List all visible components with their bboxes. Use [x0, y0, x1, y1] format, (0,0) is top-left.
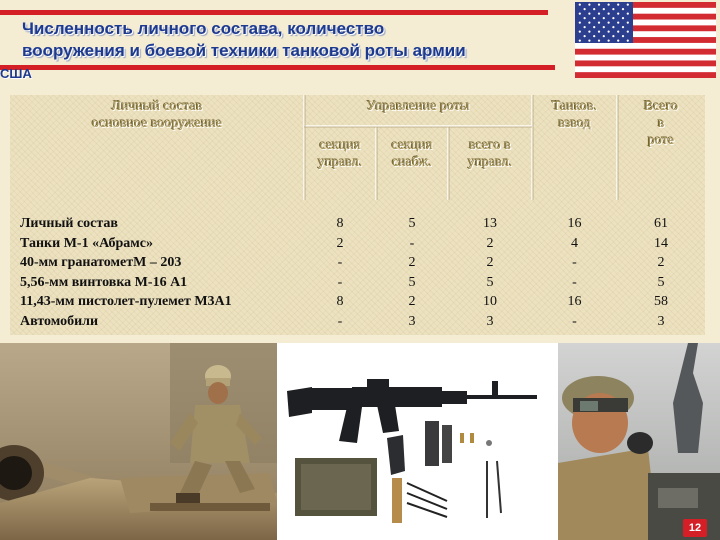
flag-star	[622, 17, 624, 19]
flag-stripe	[575, 49, 716, 55]
col-management-total	[448, 200, 532, 335]
header-total-line2: в	[657, 116, 665, 131]
header-main-line2: основное вооружение	[91, 116, 223, 131]
flag-star	[588, 31, 590, 33]
col-tank-platoon	[532, 200, 617, 335]
table-cell: 8	[336, 294, 344, 309]
subheader-control-line1: секция	[319, 138, 361, 153]
table-cell: 5	[408, 216, 416, 231]
flag-star	[588, 40, 590, 42]
table-cell: 13	[483, 216, 497, 231]
flag-star	[617, 40, 619, 42]
flag-star	[627, 31, 629, 33]
flag-star	[603, 26, 605, 28]
flag-star	[579, 13, 581, 15]
table-cell: 16	[567, 216, 582, 231]
flag-stripe	[575, 60, 716, 66]
us-flag-icon	[575, 2, 716, 78]
flag-stripe	[575, 55, 716, 61]
subheader-supply-line1: секция	[391, 138, 433, 153]
slide-title	[22, 18, 562, 62]
col-control-section	[304, 200, 376, 335]
tank-crew-photo	[558, 343, 720, 540]
tank-soldier-photo	[0, 343, 277, 540]
flag-star	[608, 4, 610, 6]
flag-star	[588, 13, 590, 15]
flag-star	[608, 22, 610, 24]
flag-star	[584, 35, 586, 37]
flag-star	[603, 17, 605, 19]
m16-rifle-photo	[277, 343, 558, 540]
header-total	[617, 95, 705, 200]
flag-star	[622, 35, 624, 37]
header-main	[10, 95, 304, 200]
table-cell: 2	[486, 235, 494, 251]
table-cell: 3	[486, 313, 494, 329]
flag-star	[612, 35, 614, 37]
flag-star	[617, 22, 619, 24]
flag-star	[598, 40, 600, 42]
flag-star	[627, 22, 629, 24]
subheader-mgmt-total-line2: управл.	[467, 155, 513, 170]
flag-star	[617, 4, 619, 6]
table-row-label: Танки М-1 «Абрамс»	[20, 235, 153, 251]
table-row-label: 11,43-мм пистолет-пулемет М3А1	[20, 294, 232, 309]
col-supply-section	[376, 200, 448, 335]
header-platoon-line2: взвод	[558, 116, 591, 131]
title-line-2: вооружения и боевой техники танковой роты армии	[22, 41, 466, 60]
flag-star	[584, 26, 586, 28]
table-cell: 16	[567, 294, 582, 309]
table-cell: -	[572, 313, 577, 329]
table-cell: 10	[483, 294, 497, 309]
table-cell: 5	[408, 274, 416, 290]
table-cell: 8	[336, 216, 344, 231]
header-total-line3: роте	[647, 133, 675, 148]
flag-star	[622, 8, 624, 10]
table-cell: 2	[486, 255, 494, 270]
table-cell: -	[337, 274, 343, 290]
flag-star	[617, 13, 619, 15]
flag-star	[627, 40, 629, 42]
flag-star	[598, 31, 600, 33]
flag-star	[588, 22, 590, 24]
flag-star	[584, 8, 586, 10]
table-cell: 3	[657, 313, 665, 329]
table-cell: -	[337, 255, 343, 270]
table-cell: 58	[654, 294, 668, 309]
table-cell: 5	[657, 274, 665, 290]
flag-star	[593, 17, 595, 19]
table-cell: 61	[654, 216, 668, 231]
header-rule-top	[0, 10, 548, 15]
flag-star	[608, 40, 610, 42]
flag-stripe	[575, 43, 716, 49]
title-line-1: Численность личного состава, количество	[22, 19, 385, 38]
flag-star	[593, 26, 595, 28]
subheader-control-section	[304, 135, 376, 200]
flag-star	[588, 4, 590, 6]
header-platoon	[532, 95, 617, 200]
table-cell: -	[572, 274, 577, 290]
header-total-line1: Всего	[643, 99, 679, 114]
table-cell: -	[572, 255, 577, 270]
flag-star	[612, 8, 614, 10]
table-row-label: 40-мм гранатометМ – 203	[20, 255, 182, 270]
row-labels	[10, 200, 304, 335]
flag-star	[627, 13, 629, 15]
subheader-control-line2: управл.	[317, 155, 363, 170]
subheader-supply-line2: снабж.	[392, 155, 432, 170]
flag-star	[579, 22, 581, 24]
flag-star	[608, 13, 610, 15]
header-main-line1: Личный состав	[111, 99, 203, 114]
flag-star	[608, 31, 610, 33]
subheader-management-total	[448, 135, 532, 200]
flag-star	[612, 26, 614, 28]
flag-star	[579, 40, 581, 42]
flag-star	[622, 26, 624, 28]
header-management	[304, 95, 532, 135]
table-row-label: Автомобили	[20, 313, 99, 329]
flag-star	[579, 4, 581, 6]
flag-stripe	[575, 72, 716, 78]
flag-star	[603, 35, 605, 37]
page-number-badge: 12	[683, 519, 707, 537]
flag-star	[627, 4, 629, 6]
header-platoon-line1: Танков.	[551, 99, 598, 114]
table-cell: 3	[408, 313, 416, 329]
flag-star	[593, 8, 595, 10]
table-cell: 2	[336, 235, 344, 251]
flag-star	[598, 22, 600, 24]
subheader-mgmt-total-line1: всего в	[469, 138, 511, 153]
flag-star	[584, 17, 586, 19]
table-cell: -	[409, 235, 415, 251]
table-cell: 4	[571, 235, 578, 251]
subheader-supply-section	[376, 135, 448, 200]
header-rule-bottom	[0, 65, 555, 70]
table-row-label: Личный состав	[20, 216, 118, 231]
flag-star	[617, 31, 619, 33]
flag-star	[603, 8, 605, 10]
personnel-table	[10, 95, 705, 335]
table-cell: 2	[408, 294, 416, 309]
flag-star	[593, 35, 595, 37]
flag-star	[579, 31, 581, 33]
title-tail: США	[0, 66, 32, 81]
flag-star	[598, 13, 600, 15]
table-cell: 14	[654, 235, 668, 251]
header-management-label: Управление роты	[366, 99, 470, 114]
flag-star	[612, 17, 614, 19]
table-cell: -	[337, 313, 343, 329]
table-cell: 2	[408, 255, 416, 270]
col-company-total	[617, 200, 705, 335]
table-cell: 2	[657, 255, 665, 270]
table-cell: 5	[486, 274, 494, 290]
table-row-label: 5,56-мм винтовка М-16 А1	[20, 274, 188, 290]
flag-star	[598, 4, 600, 6]
flag-stripe	[575, 66, 716, 72]
